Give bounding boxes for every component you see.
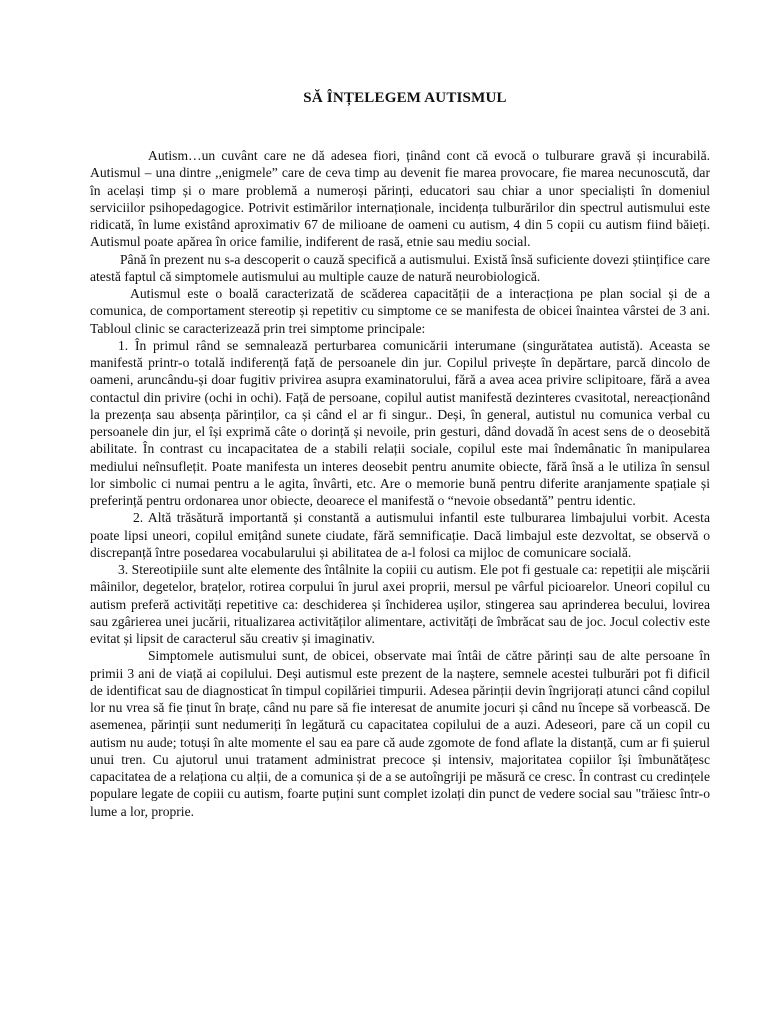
document-title: SĂ ÎNȚELEGEM AUTISMUL (303, 90, 507, 106)
paragraph-causes: Până în prezent nu s-a descoperit o cauză specifică a autismului. Există însă suficiente dovezi științifice care atestă faptul că simptomele autismului au multiple cauze de natură neurobiologică. (90, 251, 710, 284)
paragraph-symptom-2: 2. Altă trăsătură importantă și constantă a autismului infantil este tulburarea limbajului vorbit. Acesta poate lipsi uneori, copilul emițând sunete ciudate, fără semnificație. Dacă limbajul este dezvoltat, se observă o discrepanță între posedarea vocabularului și abilitatea de a-l folosi ca mijloc de comunicare socială. (90, 510, 710, 560)
paragraph-intro: Autism…un cuvânt care ne dă adesea fiori, ținând cont că evocă o tulburare gravă și incurabilă. Autismul – una dintre ,,enigmele” care de ceva timp au devenit fie marea provocare, fie marea necunoscută, dar în același timp și o mare problemă a numeroși părinți, educatori sau chiar a unor specialiști în domeniul serviciilor psihopedagogice. Potrivit estimărilor internaționale, incidența tulburărilor din spectrul autismului este ridicată, în lume existând aproximativ 67 de milioane de oameni cu autism, 4 din 5 copii cu autism fiind băieți. Autismul poate apărea în orice familie, indiferent de rasă, etnie sau mediu social. (90, 148, 710, 250)
paragraph-symptom-1: 1. În primul rând se semnalează perturbarea comunicării interumane (singurătatea autistă). Aceasta se manifestă printr-o totală indiferență față de persoanele din jur. Copilul privește în depărtare, parcă dincolo de oameni, aruncându-și doar fugitiv privirea asupra examinatorului, fără a avea acea privire sclipitoare, fără a avea contactul din privire (ochi in ochi). Față de persoane, copilul autist manifestă dezinteres cvasitotal, nereacționând la prezența sau absența părinților, ca și când el ar fi singur.. Deși, în general, autistul nu comunica verbal cu persoanele din jur, el își exprimă câte o dorință și nevoile, prin gesturi, dând dovadă în acest sens de o deosebită abilitate. În contrast cu incapacitatea de a stabili relații sociale, copilul este mai îndemânatic în manipularea mediului neînsuflețit. Poate manifesta un interes deosebit pentru anumite obiecte, fără însă a le utiliza în sensul lor simbolic ci numai pentru a le agita, învârti, etc. Are o memorie bună pentru diferite aranjamente spațiale și preferință pentru ordonarea unor obiecte, deoarece el manifestă o “nevoie obsedantă” pentru identic. (90, 337, 710, 508)
paragraph-definition: Autismul este o boală caracterizată de scăderea capacității de a interacționa pe plan social și de a comunica, de comportament stereotip și repetitiv cu simptome ce se manifesta de obicei înaintea vârstei de 3 ani. Tabloul clinic se caracterizează prin trei simptome principale: (90, 286, 710, 336)
document-body (90, 147, 710, 820)
paragraph-symptom-3: 3. Stereotipiile sunt alte elemente des întâlnite la copiii cu autism. Ele pot fi gestuale ca: repetiții ale mișcării mâinilor, degetelor, brațelor, rotirea corpului în jurul axei proprii, mersul pe vârful picioarelor. Uneori copilul cu autism preferă activități repetitive ca: deschiderea și închiderea ușilor, stingerea sau aprinderea becului, lovirea sau zgârierea unei jucării, ritualizarea activităților alimentare, activități de îmbrăcat sau de joc. Jocul colectiv este evitat și lipsit de caracterul său creativ și imaginativ. (90, 562, 710, 646)
paragraph-observation: Simptomele autismului sunt, de obicei, observate mai întâi de către părinți sau de alte persoane în primii 3 ani de viață ai copilului. Deși autismul este prezent de la naștere, semnele acestei tulburări pot fi dificil de identificat sau de diagnosticat în timpul copilăriei timpurii. Adesea părinții devin îngrijorați atunci când copilul lor nu vrea să fie ținut în brațe, când nu pare să fie interesat de anumite jocuri și când nu începe să vorbească. De asemenea, părinții sunt nedumeriți în legătură cu capacitatea copilului de a auzi. Adeseori, pare că un copil cu autism nu aude; totuși în alte momente el sau ea pare că aude zgomote de fond aflate la distanță, cum ar fi șuierul unui tren. Cu ajutorul unui tratament administrat precoce și intensiv, majoritatea copiilor își îmbunătățesc capacitatea de a relaționa cu alții, de a comunica și de a se autoîngriji pe măsură ce cresc. În contrast cu credințele populare legate de copiii cu autism, foarte puțini sunt complet izolați din punct de vedere social sau "trăiesc într-o lume a lor, proprie. (90, 648, 710, 819)
